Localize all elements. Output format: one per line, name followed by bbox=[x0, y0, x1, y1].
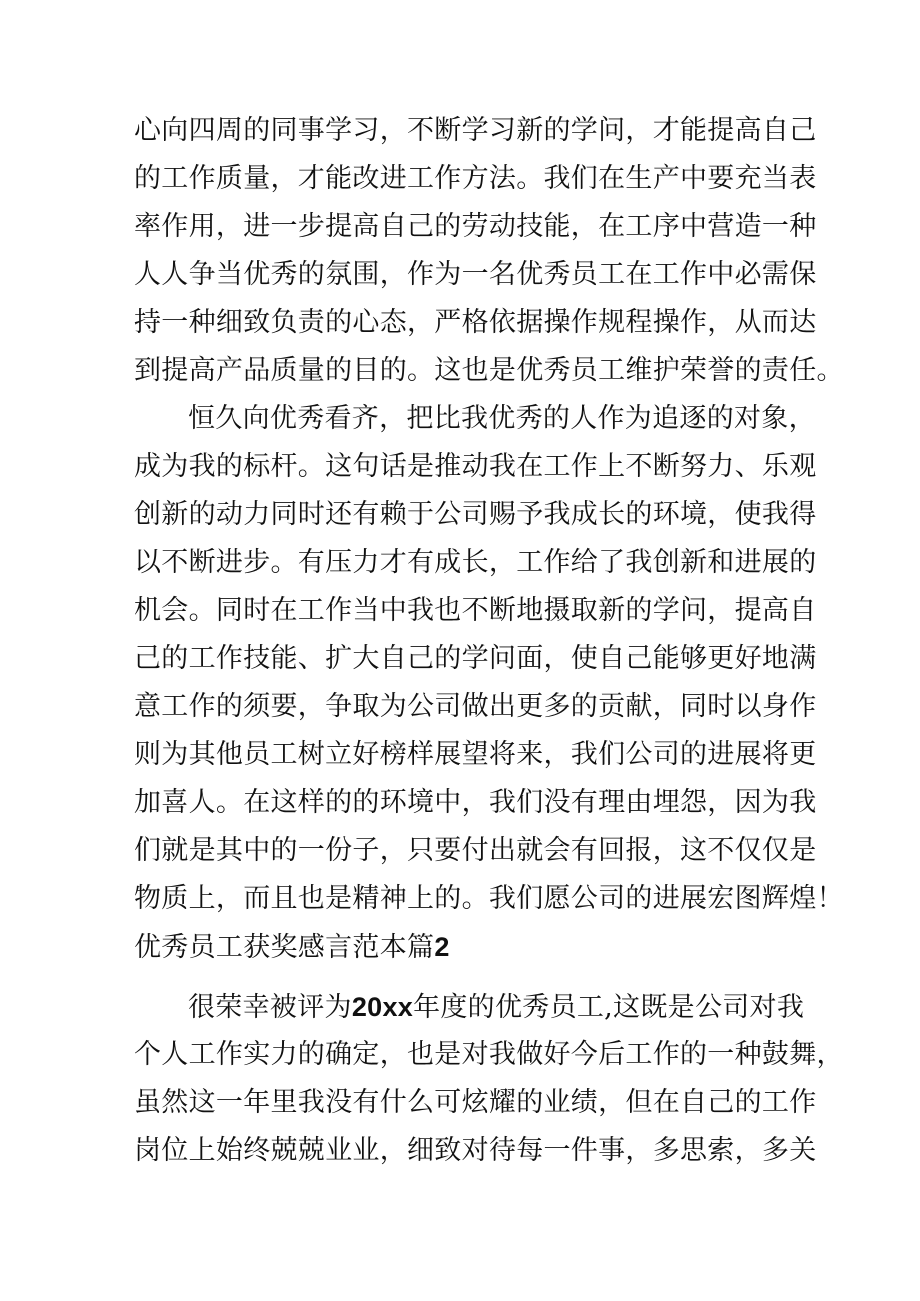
text-segment: 很荣幸被评为 bbox=[188, 992, 352, 1023]
text-line bbox=[188, 992, 804, 1023]
year-text: 20xx bbox=[351, 992, 414, 1022]
text-line: 率作用，进一步提高自己的劳动技能，在工序中营造一种 bbox=[134, 211, 817, 242]
text-line: 以不断进步。有压力才有成长，工作给了我创新和进展的 bbox=[134, 547, 817, 578]
text-line: 岗位上始终兢兢业业，细致对待每一件事，多思索，多关 bbox=[134, 1135, 817, 1166]
text-segment: 年度的优秀员工,这既是公司对我 bbox=[413, 992, 805, 1023]
heading-number: 2 bbox=[434, 932, 450, 962]
text-line: 心向四周的同事学习，不断学习新的学问，才能提高自己 bbox=[134, 115, 817, 146]
text-line: 意工作的须要，争取为公司做出更多的贡献，同时以身作 bbox=[134, 691, 817, 722]
text-line: 恒久向优秀看齐，把比我优秀的人作为追逐的对象， bbox=[188, 403, 816, 434]
text-line: 己的工作技能、扩大自己的学问面，使自己能够更好地满 bbox=[134, 643, 817, 674]
text-line: 物质上，而且也是精神上的。我们愿公司的进展宏图辉煌！ bbox=[134, 883, 844, 914]
section-heading bbox=[134, 932, 450, 963]
text-line: 持一种细致负责的心态，严格依据操作规程操作，从而达 bbox=[134, 307, 817, 338]
text-line: 成为我的标杆。这句话是推动我在工作上不断努力、乐观 bbox=[134, 451, 817, 482]
text-line: 人人争当优秀的氛围，作为一名优秀员工在工作中必需保 bbox=[134, 259, 817, 290]
text-line: 到提高产品质量的目的。这也是优秀员工维护荣誉的责任。 bbox=[134, 355, 844, 386]
text-line: 的工作质量，才能改进工作方法。我们在生产中要充当表 bbox=[134, 163, 817, 194]
text-line: 创新的动力同时还有赖于公司赐予我成长的环境，使我得 bbox=[134, 499, 817, 530]
text-line: 则为其他员工树立好榜样展望将来，我们公司的进展将更 bbox=[134, 739, 817, 770]
text-line: 虽然这一年里我没有什么可炫耀的业绩，但在自己的工作 bbox=[134, 1087, 817, 1118]
text-line: 加喜人。在这样的的环境中，我们没有理由埋怨，因为我 bbox=[134, 787, 817, 818]
text-line: 们就是其中的一份子，只要付出就会有回报，这不仅仅是 bbox=[134, 835, 817, 866]
heading-text: 优秀员工获奖感言范本篇 bbox=[134, 932, 435, 963]
text-line: 个人工作实力的确定，也是对我做好今后工作的一种鼓舞， bbox=[134, 1039, 844, 1070]
text-line: 机会。同时在工作当中我也不断地摄取新的学问，提高自 bbox=[134, 595, 817, 626]
